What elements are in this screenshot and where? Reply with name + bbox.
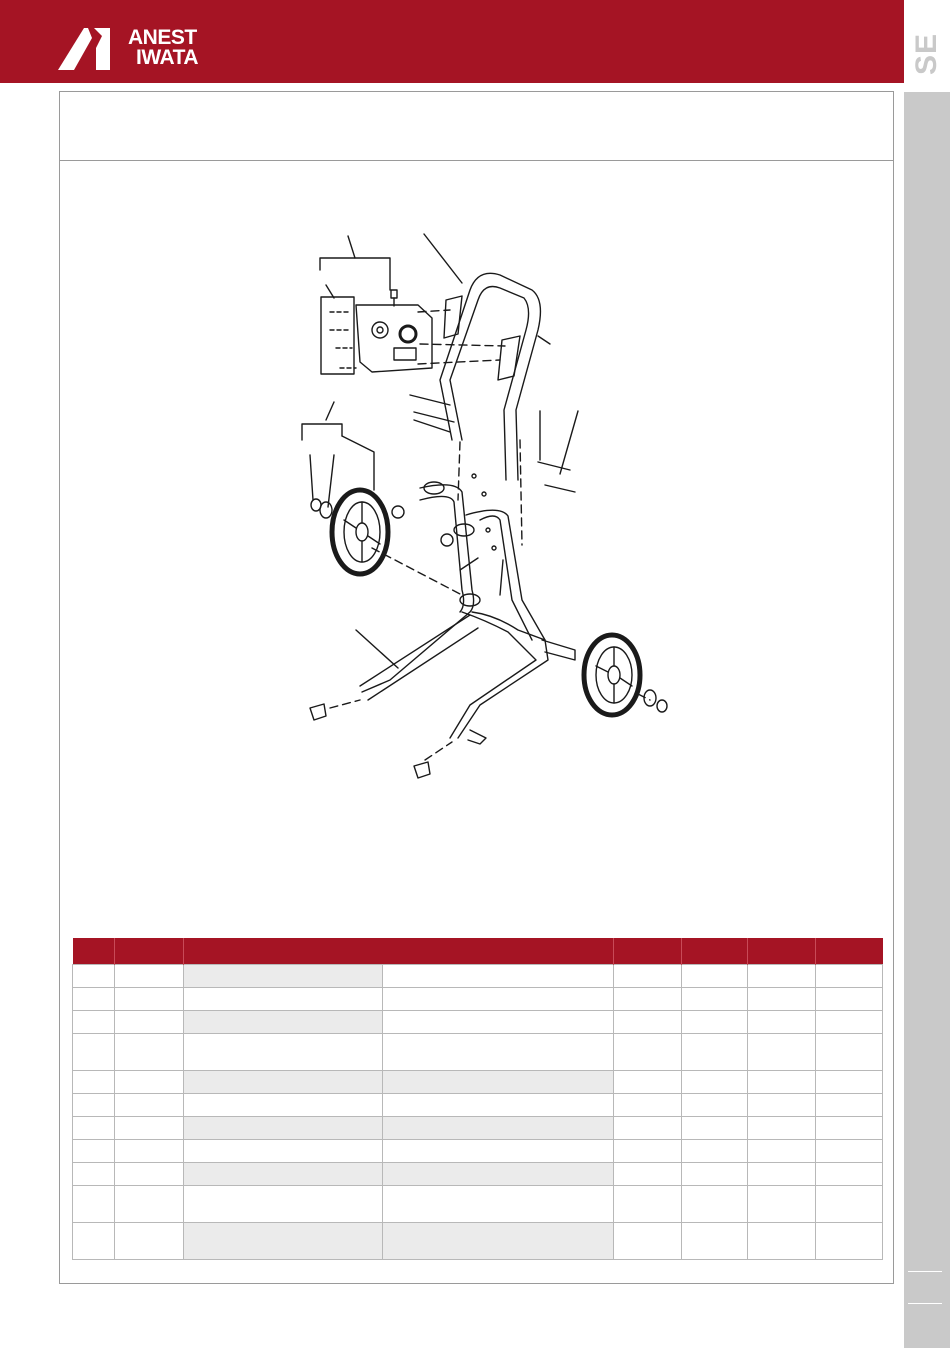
column-header <box>682 938 748 965</box>
table-row <box>73 1071 950 1094</box>
side-divider <box>908 1271 942 1272</box>
mount-lines <box>330 310 650 760</box>
table-row <box>73 1094 950 1117</box>
parts-list-table <box>72 938 950 1260</box>
table-row <box>73 1117 950 1140</box>
column-header <box>115 938 184 965</box>
table-row <box>73 965 950 988</box>
table-row <box>73 1223 950 1260</box>
brand-name-line2: IWATA <box>136 46 199 69</box>
language-code: SE <box>910 32 943 76</box>
column-header <box>73 938 115 965</box>
column-header <box>816 938 883 965</box>
table-row <box>73 1034 950 1071</box>
table-row <box>73 1163 950 1186</box>
table-row <box>73 1140 950 1163</box>
bolts <box>410 395 575 550</box>
side-divider <box>908 1303 942 1304</box>
anest-iwata-logo-icon <box>58 28 122 70</box>
panel-bracket-box <box>321 297 354 374</box>
column-header <box>748 938 816 965</box>
column-header <box>614 938 682 965</box>
cart-exploded-diagram <box>290 220 680 790</box>
table-row <box>73 988 950 1011</box>
control-panel <box>330 290 432 372</box>
left-wheel <box>311 490 388 574</box>
column-header <box>184 938 614 965</box>
table-header-row <box>73 938 950 965</box>
brand-name-line1: ANEST <box>128 26 197 49</box>
foot-caps <box>310 704 430 778</box>
lower-frame <box>360 482 575 744</box>
content-frame-title-bar <box>59 91 894 161</box>
right-wheel <box>584 635 667 715</box>
leader-lines <box>302 234 578 668</box>
table-row <box>73 1186 950 1223</box>
brand-logo <box>58 28 228 70</box>
table-row <box>73 1011 950 1034</box>
upper-handle-frame <box>440 273 550 480</box>
